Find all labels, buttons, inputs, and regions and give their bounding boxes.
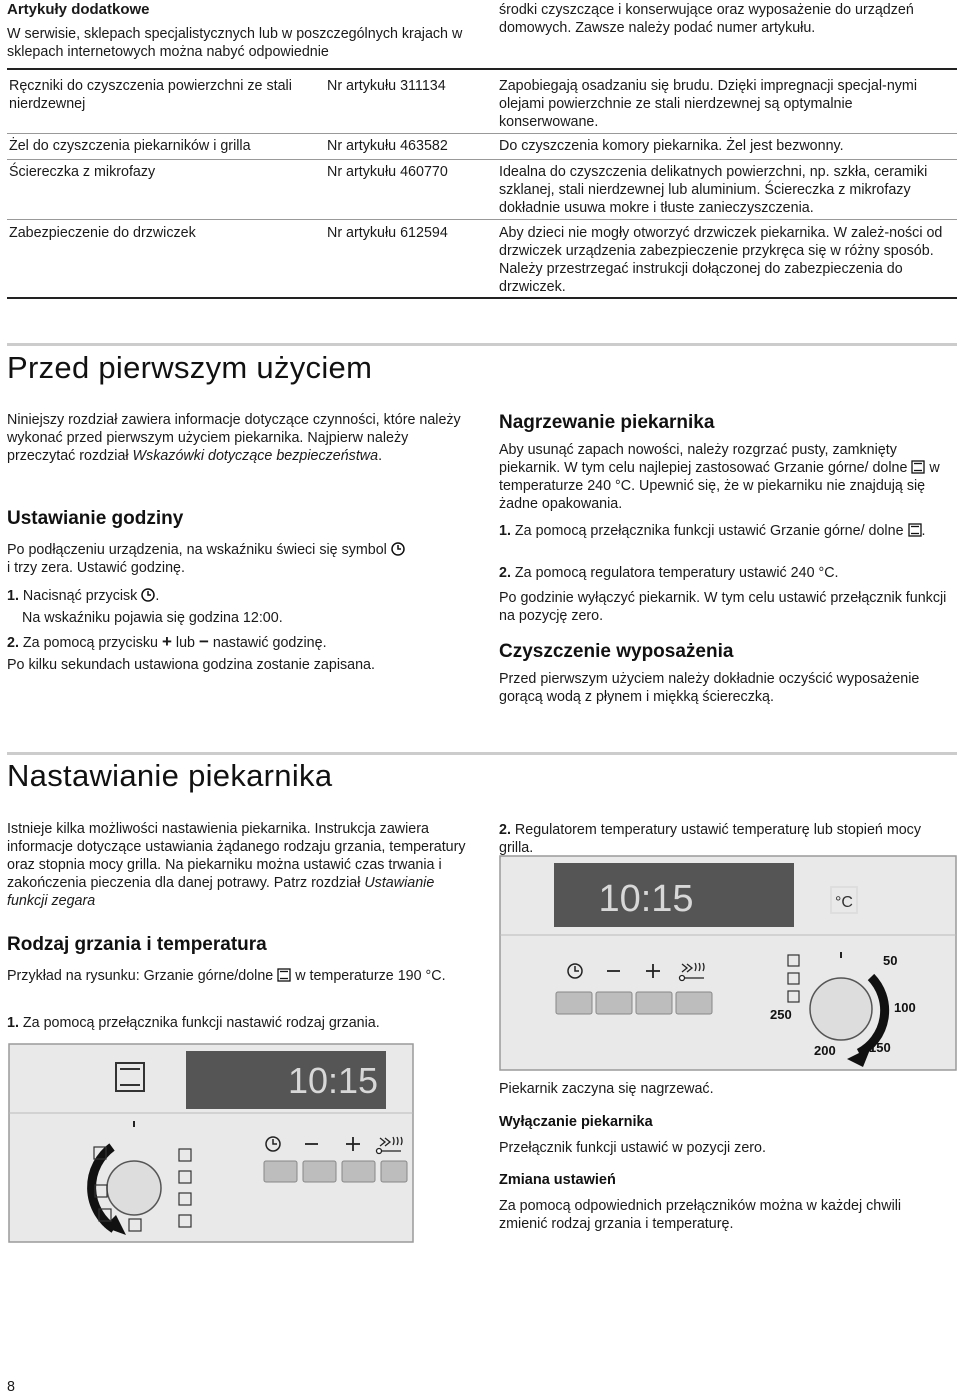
step-text: Za pomocą przycisku	[22, 635, 158, 651]
panel-button-clock	[556, 992, 592, 1014]
step-text: Za pomocą przełącznika funkcji nastawić rodzaj grzania.	[22, 1015, 380, 1031]
step-number: 1.	[7, 588, 19, 604]
step-text: Nacisnąć przycisk	[22, 588, 138, 604]
subsection-title-off: Wyłączanie piekarnika	[499, 1114, 653, 1130]
accessory-name: Żel do czyszczenia piekarników i grilla	[9, 138, 251, 154]
display-time: 10:15	[598, 878, 694, 920]
accessory-desc: Do czyszczenia komory piekarnika. Żel jest bezwonny.	[499, 138, 844, 154]
subsection-title-change: Zmiana ustawień	[499, 1172, 616, 1188]
step-text-or: lub	[175, 635, 195, 651]
oven-panel-illustration-right	[499, 855, 957, 1071]
step-number: 1.	[499, 523, 511, 539]
display-time: 10:15	[287, 1060, 379, 1101]
table-row-rule	[7, 159, 957, 160]
oven-panel-illustration-left	[8, 1043, 414, 1243]
safety-link[interactable]: Wskazówki dotyczące bezpieczeństwa	[132, 448, 379, 464]
step-text: Za pomocą regulatora temperatury ustawić 240 °C.	[514, 565, 839, 581]
off-text: Przełącznik funkcji ustawić w pozycji zero.	[499, 1140, 766, 1156]
panel-button-plus	[636, 992, 672, 1014]
setting-step-2	[499, 821, 957, 857]
function-selector-knob	[107, 1161, 161, 1215]
first-use-intro-end: .	[378, 448, 383, 464]
panel-button-minus	[303, 1161, 336, 1182]
heat-intro-text-2: w temperaturze 240 °C. Upewnić się, że w piekarniku nie znajdują się żadne opakowania.	[499, 460, 940, 512]
subsection-title-clean: Czyszczenie wyposażenia	[499, 641, 734, 662]
accessory-desc: Aby dzieci nie mogły otworzyć drzwiczek piekarnika. W zależ-ności od drzwiczek urządzenia zabezpieczenie przykręca się w różny sposób. Należy przestrzegać instrukcji dołączonej do zabezpieczenia do drzwiczek.	[499, 225, 943, 295]
heat-end: Po godzinie wyłączyć piekarnik. W tym celu ustawić przełącznik funkcji na pozycję zero.	[499, 590, 947, 624]
accessory-article: Nr artykułu 463582	[327, 138, 448, 154]
clock-p1: Po podłączeniu urządzenia, na wskaźniku świeci się symbol	[7, 542, 387, 558]
section-title-first-use: Przed pierwszym użyciem	[7, 350, 373, 385]
setting-intro-text: Istnieje kilka możliwości nastawienia piekarnika. Instrukcja zawiera informacje dotyczące ustawiania żądanego rodzaju grzania, temperatury oraz stopnia mocy grilla. Na piekarniku można ustawić czas trwania i zakończenia pieczenia dla danej potrawy. Patrz rozdział	[7, 821, 466, 891]
plus-icon: +	[161, 632, 172, 651]
dial-label-250: 250	[770, 1007, 792, 1022]
panel-button-minus	[596, 992, 632, 1014]
clock-step-2	[7, 633, 469, 652]
accessory-name: Zabezpieczenie do drzwiczek	[9, 225, 196, 241]
page-number: 8	[7, 1379, 15, 1395]
step-text-end: nastawić godzinę.	[212, 635, 327, 651]
minus-icon: −	[198, 632, 209, 651]
accessory-desc: Zapobiegają osadzaniu się brudu. Dzięki impregnacji specjal-nymi olejami powierzchnie ze stali nierdzewnej są optymalnie konserwowane.	[499, 78, 918, 130]
clock-end-note: Po kilku sekundach ustawiona godzina zostanie zapisana.	[7, 657, 375, 673]
subsection-title-type: Rodzaj grzania i temperatura	[7, 934, 267, 955]
dial-label-150: 150	[869, 1040, 891, 1055]
type-example-text: Przykład na rysunku: Grzanie górne/dolne	[7, 968, 274, 984]
dial-label-100: 100	[894, 1000, 916, 1015]
heat-step-1: 1. Za pomocą przełącznika funkcji ustawić Grzanie górne/ dolne .	[499, 523, 926, 539]
panel-button-clock	[264, 1161, 297, 1182]
subsection-title-clock: Ustawianie godziny	[7, 508, 184, 529]
clock-instructions	[7, 541, 469, 577]
dial-label-200: 200	[814, 1043, 836, 1058]
step-text: Regulatorem temperatury ustawić temperaturę lub stopień mocy grilla.	[499, 822, 921, 856]
clean-text: Przed pierwszym użyciem należy dokładnie oczyścić wyposażenie gorącą wodą z płynem i miękką ściereczką.	[499, 671, 920, 705]
type-example-text-2: w temperaturze 190 °C.	[295, 968, 446, 984]
accessory-desc: Idealna do czyszczenia delikatnych powierzchni, np. szkła, ceramiki szklanej, stali nierdzewnej lub aluminium. Ściereczka z mikrofazy dokładnie usuwa mokre i tłuste zanieczyszczenia.	[499, 164, 928, 216]
type-example	[7, 967, 469, 985]
clock-icon	[391, 542, 405, 556]
change-text: Za pomocą odpowiednich przełączników można w każdej chwili zmienić rodzaj grzania i temperaturę.	[499, 1198, 902, 1232]
first-use-intro	[7, 411, 467, 465]
panel-button-quick-heat	[381, 1161, 407, 1182]
accessories-intro: W serwisie, sklepach specjalistycznych lub w poszczególnych krajach w sklepach internetowych można nabyć odpowiednie	[7, 26, 463, 60]
clock-functions-link[interactable]: Ustawianie funkcji zegara	[7, 875, 435, 909]
accessories-intro-continued: środki czyszczące i konserwujące oraz wyposażenie do urządzeń domowych. Zawsze należy podać numer artykułu.	[499, 2, 914, 36]
dial-label-50: 50	[883, 953, 898, 968]
temperature-unit: °C	[835, 894, 853, 911]
clock-step-1-note: Na wskaźniku pojawia się godzina 12:00.	[22, 610, 283, 626]
panel-button-quick-heat	[676, 992, 712, 1014]
table-row-rule	[7, 219, 957, 220]
subsection-title-heat: Nagrzewanie piekarnika	[499, 412, 715, 433]
step-number: 1.	[7, 1015, 19, 1031]
heat-intro	[499, 441, 957, 513]
setting-intro	[7, 820, 467, 910]
heat-intro-text: Aby usunąć zapach nowości, należy rozgrzać pusty, zamknięty piekarnik. W tym celu najlepiej zastosować Grzanie górne/ dolne	[499, 442, 908, 476]
accessory-article: Nr artykułu 612594	[327, 225, 448, 241]
accessory-name: Ręczniki do czyszczenia powierzchni ze stali nierdzewnej	[9, 78, 292, 112]
table-top-rule	[7, 68, 957, 70]
clock-p1b: i trzy zera. Ustawić godzinę.	[7, 560, 185, 576]
table-bottom-rule	[7, 297, 957, 299]
type-step-1	[7, 1014, 469, 1032]
step-number: 2.	[499, 565, 511, 581]
section-rule	[7, 752, 957, 755]
panel-button-plus	[342, 1161, 375, 1182]
top-bottom-heat-icon	[911, 460, 925, 474]
table-row-rule	[7, 133, 957, 134]
top-bottom-heat-icon	[277, 968, 291, 982]
clock-step-1: 1. Nacisnąć przycisk .	[7, 588, 160, 604]
section-rule	[7, 343, 957, 346]
step-number: 2.	[7, 635, 19, 651]
accessory-article: Nr artykułu 311134	[327, 78, 446, 94]
first-use-intro-text: Niniejszy rozdział zawiera informacje dotyczące czynności, które należy wykonać przed pierwszym użyciem piekarnika. Najpierw należy przeczytać rozdział	[7, 412, 461, 464]
top-bottom-heat-icon	[908, 523, 922, 537]
clock-icon	[141, 588, 155, 602]
step-text: Za pomocą przełącznika funkcji ustawić Grzanie górne/ dolne	[514, 523, 904, 539]
step-number: 2.	[499, 822, 511, 838]
temperature-selector-knob	[810, 978, 872, 1040]
heat-step-2	[499, 564, 957, 582]
accessory-article: Nr artykułu 460770	[327, 164, 448, 180]
section-heading-accessories: Artykuły dodatkowe	[7, 1, 150, 18]
section-title-setting: Nastawianie piekarnika	[7, 758, 333, 793]
accessory-name: Ściereczka z mikrofazy	[9, 164, 156, 180]
heating-starts: Piekarnik zaczyna się nagrzewać.	[499, 1081, 714, 1097]
